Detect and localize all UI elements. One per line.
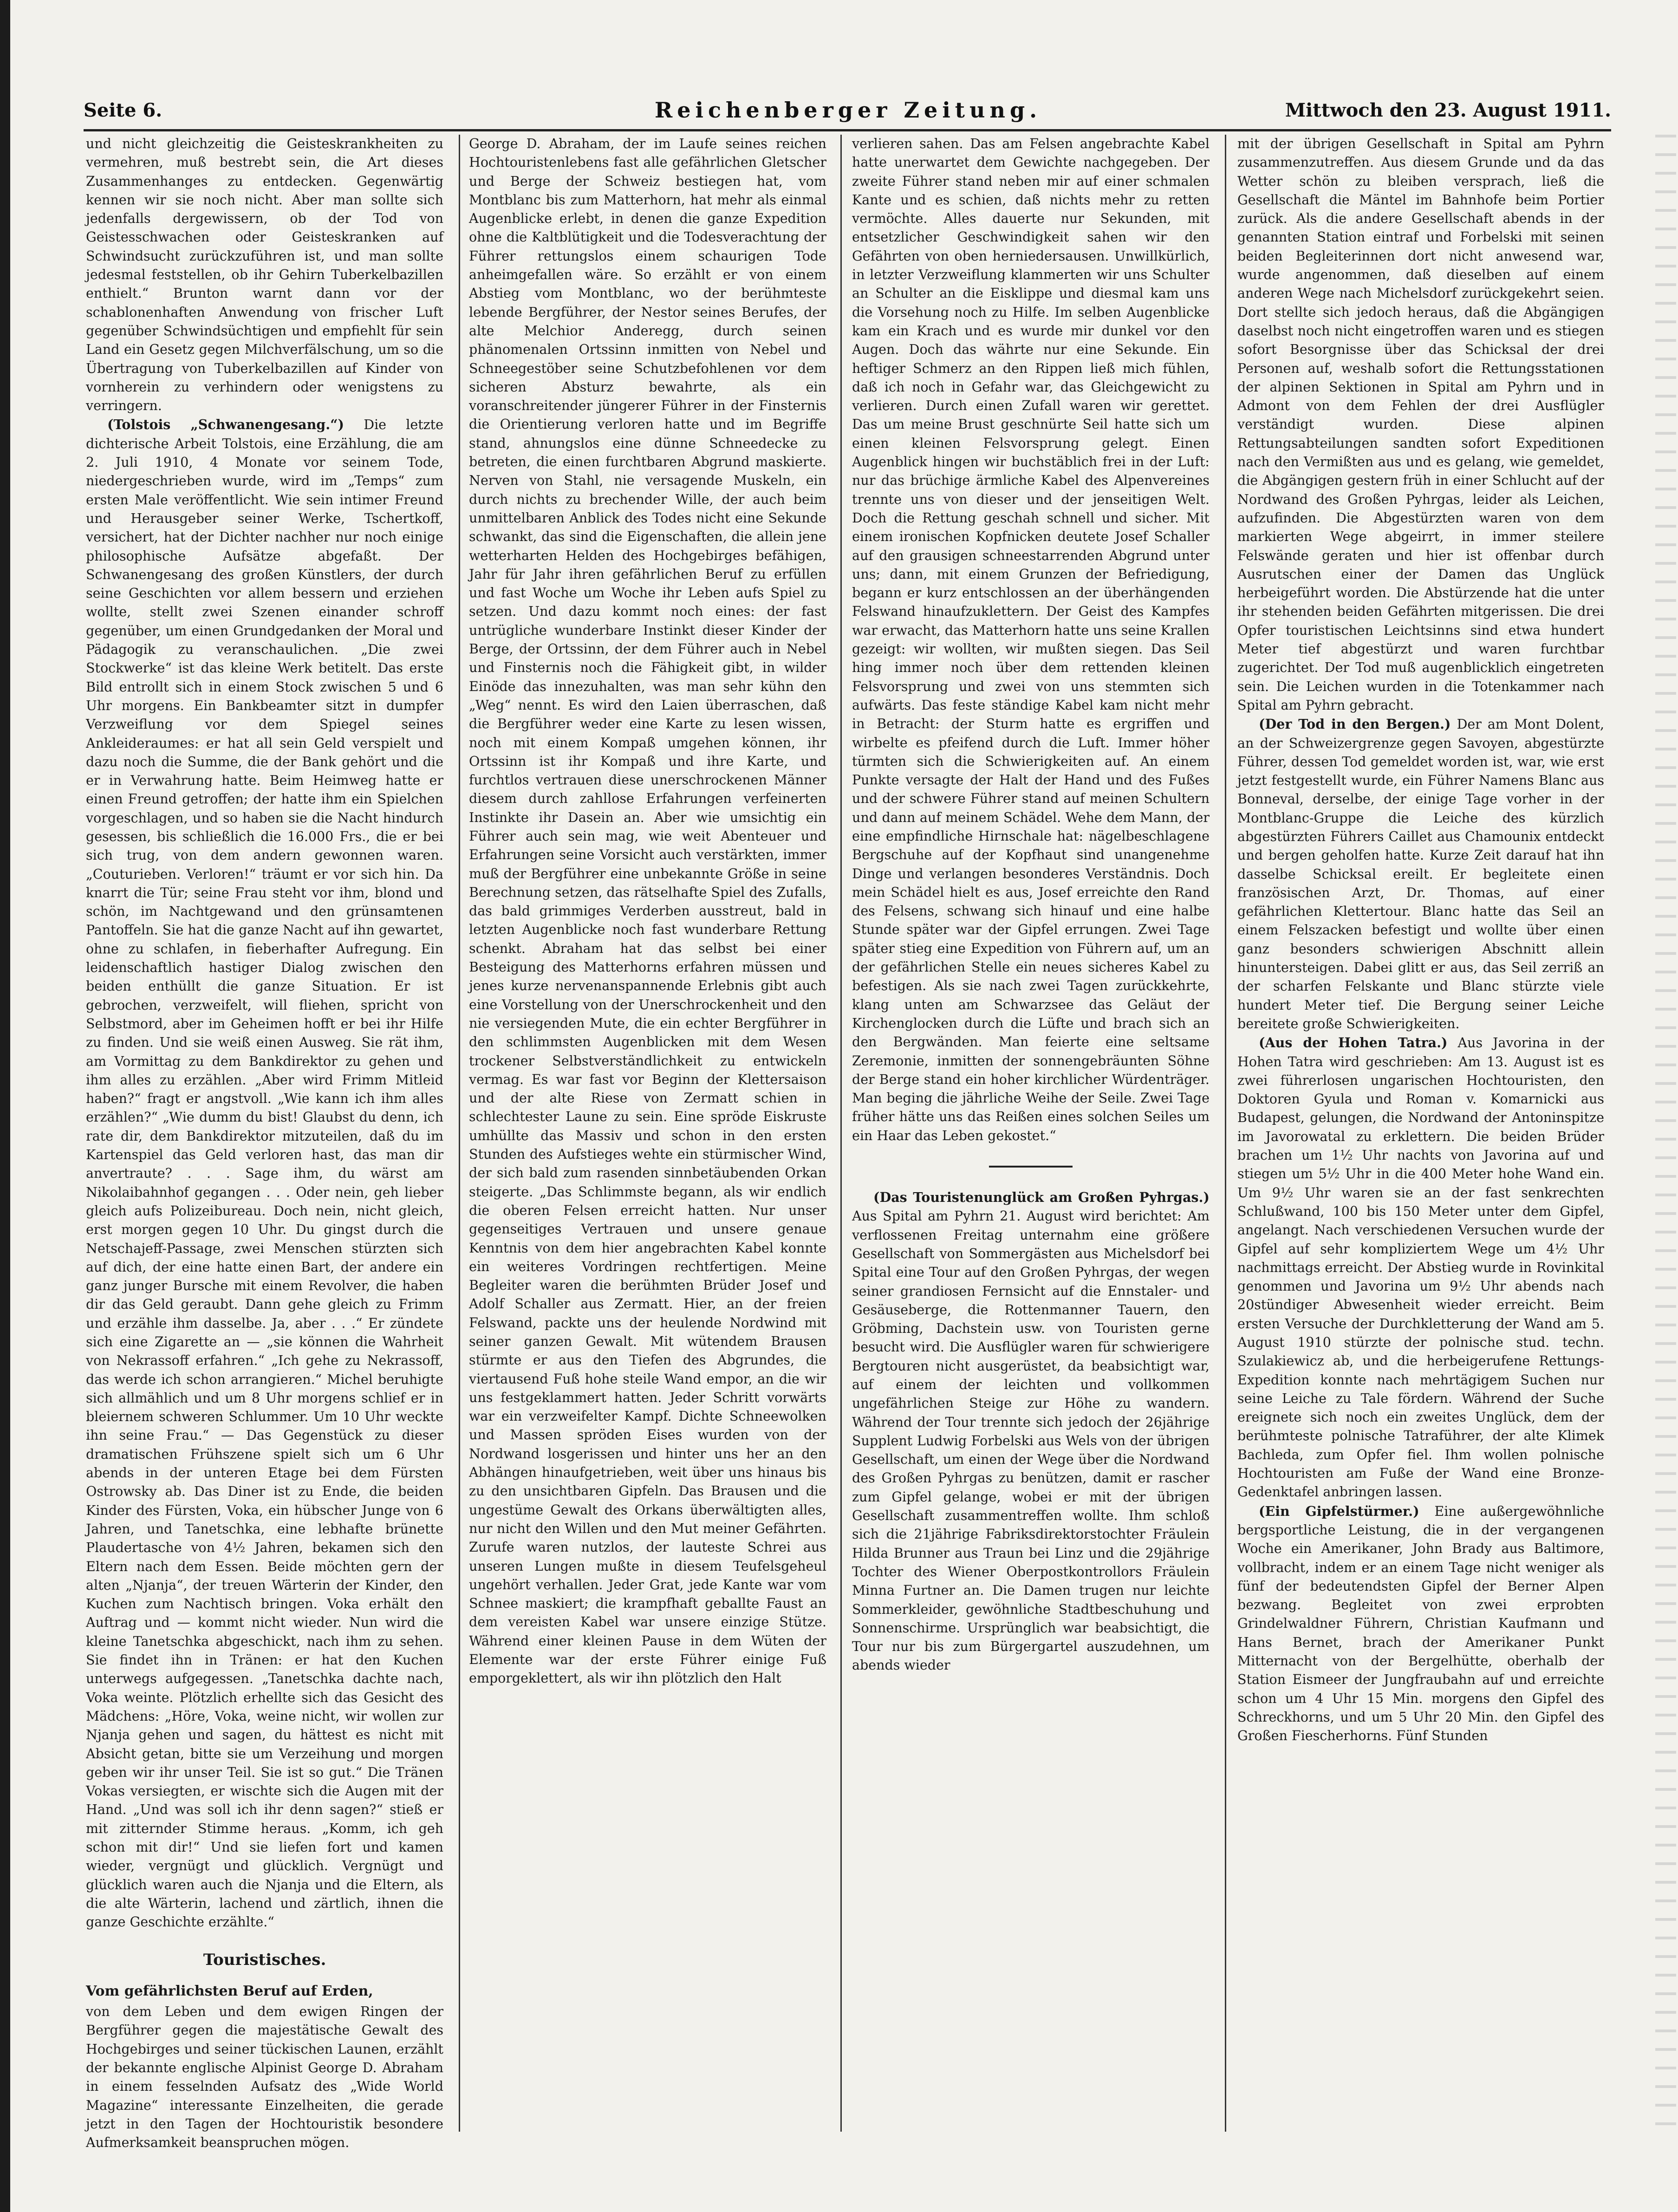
paragraph: verlieren sahen. Das am Felsen angebrachte Kabel hatte unerwartet dem Gewichte nachgegeben. Der zweite Führer stand neben mir auf einer schmalen Kante und es schien, daß nichts mehr zu retten vermöchte. Alles dauerte nur Sekunden, mit entsetzlicher Geschwindigkeit sahen wir den Gefährten von oben herniedersausen. Unwillkürlich, in letzter Verzweiflung klammerten wir uns Schulter an Schulter an die Eisklippe und diesmal kam uns die Vorsehung noch zu Hilfe. Im selben Augenblicke kam ein Krach und es wurde mir dunkel vor den Augen. Doch das währte nur eine Sekunde. Ein heftiger Schmerz an den Rippen ließ mich fühlen, daß ich noch in Gefahr war, das Gleichgewicht zu verlieren. Durch einen Zufall waren wir gerettet. Das um meine Brust geschnürte Seil hatte sich um einen kleinen Felsvorsprung gelegt. Einen Augenblick hingen wir buchstäblich frei in der Luft: nur das brüchige ärmliche Kabel des Alpenvereines trennte uns von dieser und der jenseitigen Welt. Doch die Rettung geschah schnell und sicher. Mit einem ironischen Kopfnicken deutete Josef Schaller auf den grausigen schneestarrenden Abgrund unter uns; dann, mit einem Grunzen der Befriedigung, begann er kurz entschlossen an der überhängenden Felswand hinaufzuklettern. Der Geist des Kampfes war erwacht, das Matterhorn hatte uns seine Krallen gezeigt: wir wollten, wir mußten siegen. Das Seil hing immer noch über dem rettenden kleinen Felsvorsprung und zwei von uns stemmten sich aufwärts. Das feste ständige Kabel kam nicht mehr in Betracht: der Sturm hatte es ergriffen und wirbelte es pfeifend durch die Luft. Immer höher türmten sich die Schwierigkeiten auf. An einem Punkte versagte der Halt der Hand und des Fußes und der schwere Führer stand auf meinen Schultern und dann auf meinem Schädel. Wehe dem Mann, der eine empfindliche Hirnschale hat: nägelbeschlagene Bergschuhe auf der Kopfhaut sind unangenehme Dinge und verlangen besonderes Verständnis. Doch mein Schädel hielt es aus, Josef erreichte den Rand des Felsens, schwang sich hinauf und eine halbe Stunde später war der Gipfel errungen. Zwei Tage später stieg eine Expedition von Führern auf, um an der gefährlichen Stelle ein neues sicheres Kabel zu befestigen. Als sie nach zwei Tagen zurückkehrte, klang unten am Schwarzsee das Geläut der Kirchenglocken durch die Lüfte und brach sich an den Bergwänden. Man feierte eine seltsame Zeremonie, inmitten der sonnengebräunten Söhne der Berge stand ein hoher kirchlicher Würdenträger. Man beging die jährliche Weihe der Seile. Zwei Tage früher hätte uns das Reißen eines solchen Seiles um ein Haar das Leben gekostet.“ [852,136,1210,1143]
column-4 [1237,135,1604,2132]
scan-border [0,0,10,2212]
article-lead: (Aus der Hohen Tatra.) [1259,1035,1448,1051]
article-text: Die letzte dichterische Arbeit Tolstois, eine Erzählung, die am 2. Juli 1910, 4 Monate vor seinem Tode, niedergeschrieben wurde, wird im „Temps“ zum ersten Male veröffentlicht. Wie sein intimer Freund und Herausgeber seiner Werke, Tschertkoff, versichert, hat der Dichter nachher nur noch einige philosophische Aufsätze abgefaßt. Der Schwanengesang des großen Künstlers, der durch seine Geschichten vor allem bessern und erziehen wollte, stellt zwei Szenen einander schroff gegenüber, um einen Grundgedanken der Moral und Pädagogik zu veranschaulichen. „Die zwei Stockwerke“ ist das kleine Werk betitelt. Das erste Bild entrollt sich in einem Stock zwischen 5 und 6 Uhr morgens. Ein Bankbeamter sitzt in dumpfer Verzweiflung vor dem Spiegel seines Ankleideraumes: er hat all sein Geld verspielt und dazu noch die Summe, die der Bank gehört und die er in Verwahrung hatte. Beim Heimweg hatte er einen Freund getroffen; der hatte ihm ein Spielchen vorgeschlagen, und so haben sie die Nacht hindurch gesessen, bis schließlich die 16.000 Frs., die er bei sich trug, von dem andern gewonnen waren. „Couturieben. Verloren!“ träumt er vor sich hin. Da knarrt die Tür; seine Frau steht vor ihm, blond und schön, im Nachtgewand und den grünsamtenen Pantoffeln. Sie hat die ganze Nacht auf ihn gewartet, ohne zu schlafen, in fieberhafter Aufregung. Ein leidenschaftlich hastiger Dialog zwischen den beiden enthüllt die ganze Situation. Er ist gebrochen, verzweifelt, will fliehen, spricht von Selbstmord, aber im Geheimen hofft er bei ihr Hilfe zu finden. Und sie weiß einen Ausweg. Sie rät ihm, am Vormittag zu dem Bankdirektor zu gehen und ihm alles zu erzählen. „Aber wird Frimm Mitleid haben?“ fragt er angstvoll. „Wie kann ich ihm alles erzählen?“ „Wie dumm du bist! Glaubst du denn, ich rate dir, dem Bankdirektor mitzuteilen, daß du im Kartenspiel das Geld verloren hast, das man dir anvertraute? . . . Sage ihm, du wärst am Nikolaibahnhof gegangen . . . Oder nein, geh lieber gleich aufs Polizeibureau. Doch nein, nicht gleich, erst morgen gegen 10 Uhr. Du gingst durch die Netschajeff-Passage, zwei Menschen stürzten sich auf dich, der eine hatte einen Bart, der andere ein ganz junger Bursche mit einem Revolver, die haben dir das Geld geraubt. Dann gehe gleich zu Frimm und erzähle ihm dasselbe. Ja, aber . . .“ Er zündete sich eine Zigarette an — „sie können die Wahrheit von Nekrassoff erfahren.“ „Ich gehe zu Nekrassoff, das werde ich schon arrangieren.“ Michel beruhigte sich allmählich und um 8 Uhr morgens schlief er in bleiernem schweren Schlummer. Um 10 Uhr weckte ihn seine Frau.“ — Das Gegenstück zu dieser dramatischen Frühszene spielt sich um 6 Uhr abends in der unteren Etage bei dem Fürsten Ostrowsky ab. Das Diner ist zu Ende, die beiden Kinder des Fürsten, Voka, ein hübscher Junge von 6 Jahren, und Tanetschka, eine lebhafte brünette Plaudertasche von 4½ Jahren, bekamen sich den Eltern nach dem Essen. Beide möchten gern der alten „Njanja“, der treuen Wärterin der Kinder, den Kuchen zum Nachtisch bringen. Voka erhält den Auftrag und — kommt nicht wieder. Nun wird die kleine Tanetschka abgeschickt, nach ihm zu sehen. Sie findet ihn in Tränen: er hat den Kuchen unterwegs aufgegessen. „Tanetschka dachte nach, Voka weinte. Plötzlich erhellte sich das Gesicht des Mädchens: „Höre, Voka, weine nicht, wir wollen zur Njanja gehen und sagen, du hättest es nicht mit Absicht getan, bitte sie um Verzeihung und morgen geben wir ihr unser Teil. Sie ist so gut.“ Die Tränen Vokas versiegten, er wischte sich die Augen mit der Hand. „Und was soll ich ihr denn sagen?“ stieß er mit zitternder Stimme heraus. „Komm, ich geh schon mit dir!“ Und sie liefen fort und kamen wieder, vergnügt und glücklich. Vergnügt und glücklich waren auch die Njanja und die Eltern, als die alte Wärterin, lachend und zärtlich, ihnen die ganze Geschichte erzählte.“ [86,417,443,1930]
column-1 [86,135,443,2151]
column-3 [852,135,1210,2132]
column-2 [469,135,826,2132]
paragraph: George D. Abraham, der im Laufe seines reichen Hochtouristenlebens fast alle gefährlichen Gletscher und Berge der Schweiz bestiegen hat, vom Montblanc bis zum Matterhorn, hat mehr als einmal Augenblicke erlebt, in denen die ganze Expedition ohne die Kaltblütigkeit und die Todesverachtung der Führer rettungslos einem schaurigen Tode anheimgefallen wäre. So erzählt er von einem Abstieg vom Montblanc, wo der berühmteste lebende Bergführer, der Nestor seines Berufes, der alte Melchior Anderegg, durch seinen phänomenalen Ortssinn inmitten von Nebel und Schneegestöber seine Schutzbefohlenen vor dem sicheren Absturz bewahrte, als ein voranschreitender jüngerer Führer in der Finsternis die Orientierung verloren hatte und im Begriffe stand, ahnungslos eine dünne Schneedecke zu betreten, die einen furchtbaren Abgrund maskierte. Nerven von Stahl, nie versagende Muskeln, ein durch nichts zu brechender Wille, der auch beim unmittelbaren Anblick des Todes nicht eine Sekunde schwankt, das sind die Eigenschaften, die allein jene wetterharten Helden des Hochgebirges befähigen, Jahr für Jahr ihren gefährlichen Beruf zu erfüllen und fast Woche um Woche ihr Leben aufs Spiel zu setzen. Und dazu kommt noch eines: der fast untrügliche wunderbare Instinkt dieser Kinder der Berge, der Ortssinn, der dem Führer auch in Nebel und Finsternis noch die Fähigkeit gibt, in wilder Einöde das innezuhalten, was man sehr kühn den „Weg“ nennt. Es wird den Laien überraschen, daß die Bergführer weder eine Karte zu lesen wissen, noch mit einem Kompaß umgehen können, ihr Ortssinn ist ihr Kompaß und ihre Karte, und furchtlos vertrauen diese unerschrockenen Männer diesem durch zahllose Erfahrungen verfeinerten Instinkte ihr Dasein an. Aber wie umsichtig ein Führer auch sein mag, wie weit Abenteuer und Erfahrungen seine Vorsicht auch verstärkten, immer muß der Bergführer eine unbekannte Größe in seine Berechnung setzen, das rätselhafte Spiel des Zufalls, das bald grimmiges Verderben ausstreut, bald in letzten Augenblicke noch fast wunderbare Rettung schenkt. Abraham hat das selbst bei einer Besteigung des Matterhorns erfahren müssen und jenes kurze nervenanspannende Erlebnis gibt auch eine Vorstellung von der Unerschrockenheit und den nie versiegenden Mute, die ein echter Bergführer in den schlimmsten Augenblicken mit dem Wesen trockener Selbstverständlichkeit zu entwickeln vermag. Es war fast vor Beginn der Klettersaison und der alte Riese von Zermatt schien in schlechtester Laune zu sein. Eine spröde Eiskruste umhüllte das Massiv und schon in den ersten Stunden des Aufstieges wehte ein stürmischer Wind, der sich bald zum rasenden sinnbetäubenden Orkan steigerte. „Das Schlimmste begann, als wir endlich die oberen Felsen erreicht hatten. Nur unser gegenseitiges Vertrauen und unsere genaue Kenntnis von dem hier angebrachten Kabel konnte ein weiteres Vordringen rechtfertigen. Meine Begleiter waren die berühmten Brüder Josef und Adolf Schaller aus Zermatt. Hier, an der freien Felswand, packte uns der heulende Nordwind mit seiner ganzen Gewalt. Mit wütendem Brausen stürmte er aus den Tiefen des Abgrundes, die viertausend Fuß hohe steile Wand empor, an die wir uns festgeklammert hatten. Jeder Schritt vorwärts war ein verzweifelter Kampf. Dichte Schneewolken und Massen spröden Eises wurden von der Nordwand losgerissen und hinter uns her an den Abhängen hinaufgetrieben, weit über uns hinaus bis zu den unsichtbaren Gipfeln. Das Brausen und die ungestüme Gewalt des Orkans überwältigten alles, nur nicht den Willen und den Mut meiner Gefährten. Zurufe waren nutzlos, der lauteste Schrei aus unseren Lungen mußte in diesem Teufelsgeheul ungehört verhallen. Jeder Grat, jede Kante war vom Schnee maskiert; die krampfhaft geballte Faust an dem vereisten Kabel war unsere einzige Stütze. Während einer kleinen Pause in dem Wüten der Elemente war der erste Führer einige Fuß emporgeklettert, als wir ihn plötzlich den Halt [469,136,826,1686]
article-divider [989,1166,1073,1168]
header-rule [84,129,1611,131]
page-number: Seite 6. [84,99,163,121]
paragraph: und nicht gleichzeitig die Geisteskrankheiten zu vermehren, muß bestrebt sein, die Art dieses Zusammenhanges zu entdecken. Gegenwärtig kennen wir sie noch nicht. Aber man sollte sich jedenfalls dergewissern, ob der Tod von Geistesschwachen oder Geisteskranken auf Schwindsucht zurückzuführen ist, und man sollte jedesmal feststellen, ob ihr Gehirn Tuberkelbazillen enthielt.“ Brunton warnt dann vor der schablonenhaften Anwendung von frischer Luft gegenüber Schwindsüchtigen und empfiehlt für sein Land ein Gesetz gegen Milchverfälschung, um so die Übertragung von Tuberkelbazillen auf Kinder von vornherein zu verhindern oder wenigstens zu verringern. [86,136,443,414]
article-lead: (Der Tod in den Bergen.) [1259,716,1451,732]
paragraph [1237,1033,1604,1501]
article-lead: (Tolstois „Schwanengesang.“) [107,417,345,433]
article-headline: Vom gefährlichsten Beruf auf Erden, [86,1983,373,1999]
column-rule [459,135,460,2132]
paragraph [1237,1502,1604,1746]
paragraph [852,1188,1210,1675]
masthead: Reichenberger Zeitung. [655,98,1042,123]
article-text: Aus Javorina in der Hohen Tatra wird geschrieben: Am 13. August ist es zwei führerlosen ungarischen Hochtouristen, den Doktoren Gyula und Roman v. Komarnicki aus Budapest, gelungen, die Nordwand der Antoninspitze im Javorowatal zu erklettern. Die beiden Brüder brachen um 1½ Uhr nachts von Javorina auf und stiegen um 5½ Uhr in die 400 Meter hohe Wand ein. Um 9½ Uhr waren sie an der fast senkrechten Schlußwand, 100 bis 150 Meter unter dem Gipfel, angelangt. Nach verschiedenen Versuchen wurde der Gipfel auf sehr kompliziertem Wege um 4½ Uhr nachmittags erreicht. Der Abstieg wurde in Rovinkital genommen und Javorina um 9½ Uhr abends nach 20stündiger Abwesenheit wieder erreicht. Beim ersten Versuche der Durchkletterung der Wand am 5. August 1910 stürzte der polnische stud. techn. Szulakiewicz ab, und die herbeigerufene Rettungs-Expedition konnte nach mehrtägigem Suchen nur seine Leiche zu Tale fördern. Während der Suche ereignete sich noch ein zweites Unglück, dem der berühmteste polnische Tatraführer, der alte Klimek Bachleda, zum Opfer fiel. Ihm wollen polnische Hochtouristen am Fuße der Wand eine Bronze-Gedenktafel anbringen lassen. [1237,1035,1605,1500]
article-lead: (Ein Gipfelstürmer.) [1259,1503,1419,1519]
section-title: Touristisches. [203,1950,326,1969]
article-text: Der am Mont Dolent, an der Schweizergrenze gegen Savoyen, abgestürzte Führer, dessen Tod gemeldet worden ist, war, wie erst jetzt festgestellt wurde, ein Führer Namens Blanc aus Bonneval, derselbe, der einige Tage vorher in der Montblanc-Gruppe die Leiche des kürzlich abgestürzten Führers Caillet aus Chamounix entdeckt und bergen geholfen hatte. Kurze Zeit darauf hat ihn dasselbe Schicksal ereilt. Er begleitete einen französischen Arzt, Dr. Thomas, auf einer gefährlichen Klettertour. Blanc hatte das Seil an einem Felszacken befestigt und wollte über einen ganz besonders schwierigen Abschnitt allein hinuntersteigen. Dabei glitt er aus, das Seil zerriß an der scharfen Felskante und Blanc stürzte viele hundert Meter tief. Die Bergung seiner Leiche bereitete große Schwierigkeiten. [1237,717,1604,1031]
column-rule [840,135,842,2132]
paragraph [1237,715,1604,1033]
article-text: Aus Spital am Pyhrn 21. August wird berichtet: Am verflossenen Freitag unternahm eine größere Gesellschaft von Sommergästen aus Michelsdorf bei Spital eine Tour auf den Großen Pyhrgas, der wegen seiner grandiosen Fernsicht auf die Ennstaler- und Gesäuseberge, die Rottenmanner Tauern, den Gröbming, Dachstein usw. von Touristen gerne besucht wird. Die Ausflügler waren für schwierigere Bergtouren nicht ausgerüstet, da beabsichtigt war, auf einem der leichten und vollkommen ungefährlichen Steige zur Höhe zu wandern. Während der Tour trennte sich jedoch der 26jährige Supplent Ludwig Forbelski aus Wels von der übrigen Gesellschaft, um einen der Wege über die Nordwand des Großen Pyhrgas zu benützen, damit er rascher zum Gipfel gelange, wobei er mit der übrigen Gesellschaft zusammentreffen wollte. Ihm schloß sich die 21jährige Fabriksdirektorstochter Fräulein Hilda Brunner aus Traun bei Linz und die 29jährige Tochter des Wiener Oberpostkontrollors Fräulein Minna Furtner an. Die Damen trugen nur leichte Sommerkleider, gewöhnliche Stadtbeschuhung und Sonnenschirme. Ursprünglich war beabsichtigt, die Tour nur bis zum Bürgergartel auszudehnen, um abends wieder [852,1208,1210,1673]
paragraph [86,415,443,1931]
paragraph: von dem Leben und dem ewigen Ringen der Bergführer gegen die majestätische Gewalt des Hochgebirges und seiner tückischen Launen, erzählt der bekannte englische Alpinist George D. Abraham in einem fesselnden Aufsatz des „Wide World Magazine“ interessante Einzelheiten, die gerade jetzt in den Tagen der Hochtouristik besondere Aufmerksamkeit beanspruchen mögen. [86,2004,443,2151]
page-header [84,93,1611,130]
column-rule [1225,135,1226,2132]
article-lead: (Das Touristenunglück am Großen Pyhrgas.) [873,1189,1210,1206]
article-text: Eine außergewöhnliche bergsportliche Leistung, die in der vergangenen Woche ein Amerikaner, John Brady aus Baltimore, vollbracht, indem er an einem Tage nicht weniger als fünf der bedeutendsten Gipfel der Berner Alpen bezwang. Begleitet von zwei erprobten Grindelwaldner Führern, Christian Kaufmann und Hans Bernet, brach der Amerikaner Punkt Mitternacht von der Bergelhütte, oberhalb der Station Eismeer der Jungfraubahn auf und erreichte schon um 4 Uhr 15 Min. morgens den Gipfel des Schreckhorns, und um 5 Uhr 20 Min. den Gipfel des Großen Fiescherhorns. Fünf Stunden [1237,1503,1605,1744]
adjacent-page-edge [1655,135,1676,2132]
issue-date: Mittwoch den 23. August 1911. [1285,99,1611,121]
paragraph: mit der übrigen Gesellschaft in Spital am Pyhrn zusammenzutreffen. Aus diesem Grunde und da das Wetter schön zu bleiben versprach, ließ die Gesellschaft die Mäntel im Bahnhofe beim Portier zurück. Als die andere Gesellschaft abends in der genannten Station eintraf und Forbelski mit seinen beiden Begleiterinnen dort nicht anwesend war, wurde angenommen, daß dieselben auf einem anderen Wege nach Michelsdorf zurückgekehrt seien. Dort stellte sich jedoch heraus, daß die Abgängigen daselbst noch nicht eingetroffen waren und es stiegen sofort Besorgnisse über das Schicksal der drei Personen auf, weshalb sofort die Rettungsstationen der alpinen Sektionen in Spital am Pyhrn und in Admont von dem Fehlen der drei Ausflügler verständigt wurden. Diese alpinen Rettungsabteilungen sandten sofort Expeditionen nach den Vermißten aus und es gelang, wie gemeldet, die Abgängigen gestern früh in einer Schlucht auf der Nordwand des Großen Pyhrgas, leider als Leichen, aufzufinden. Die Abgestürzten waren von dem markierten Wege abgeirrt, in immer steilere Felswände geraten und hier ist offenbar durch Ausrutschen einer der Damen das Unglück herbeigeführt worden. Die Abstürzende hat die unter ihr stehenden beiden Gefährten mitgerissen. Die drei Opfer touristischen Leichtsinns sind etwa hundert Meter tief abgestürzt und waren furchtbar zugerichtet. Der Tod muß augenblicklich eingetreten sein. Die Leichen wurden in die Totenkammer nach Spital am Pyhrn gebracht. [1237,136,1604,713]
